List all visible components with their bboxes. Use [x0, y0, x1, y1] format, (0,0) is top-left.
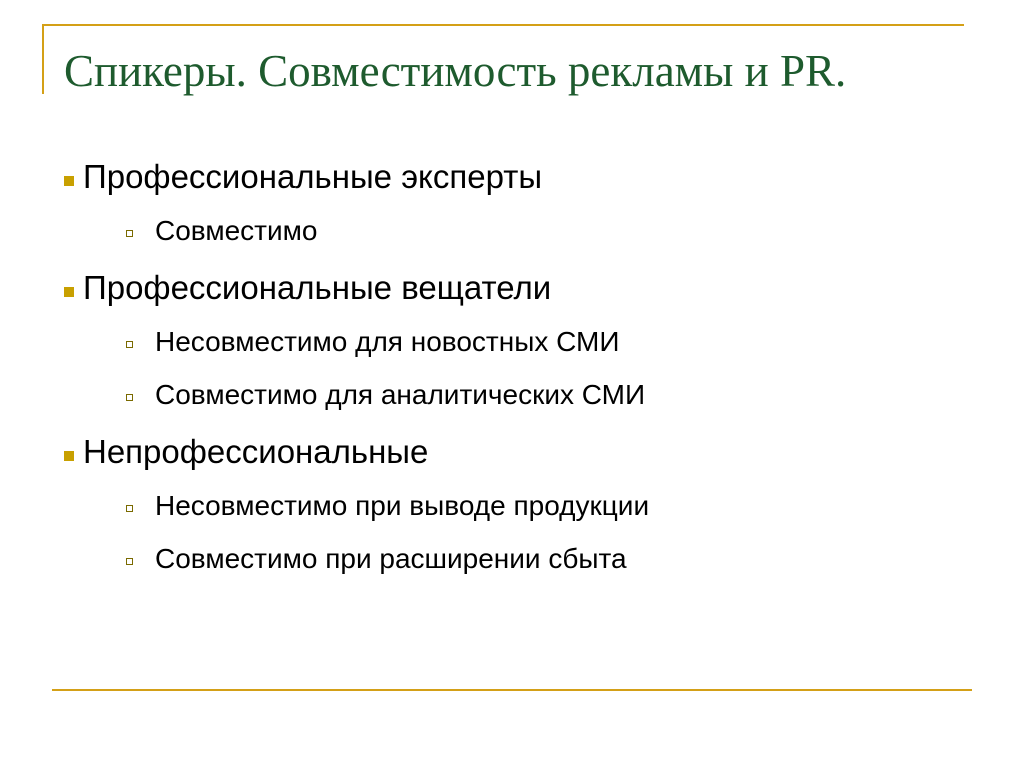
hollow-square-bullet-icon	[126, 394, 133, 401]
hollow-square-bullet-icon	[126, 505, 133, 512]
sub-item	[126, 479, 1004, 532]
bullet-text: Профессиональные эксперты	[83, 158, 543, 195]
sub-list	[126, 479, 1004, 585]
square-bullet-icon	[64, 176, 74, 186]
bullet-item-nonprofessionals	[64, 425, 1004, 585]
bullet-item-experts	[64, 150, 1004, 257]
sub-item	[126, 532, 1004, 585]
square-bullet-icon	[64, 287, 74, 297]
square-bullet-icon	[64, 451, 74, 461]
hollow-square-bullet-icon	[126, 341, 133, 348]
bullet-text: Профессиональные вещатели	[83, 269, 552, 306]
sub-item-text: Несовместимо при выводе продукции	[155, 489, 650, 521]
bullet-text: Непрофессиональные	[83, 433, 429, 470]
sub-item-text: Совместимо	[155, 214, 318, 246]
sub-list	[126, 204, 1004, 257]
sub-list	[126, 315, 1004, 421]
sub-item-text: Несовместимо для новостных СМИ	[155, 325, 620, 357]
bullet-list	[64, 150, 1004, 589]
sub-item-text: Совместимо для аналитических СМИ	[155, 378, 646, 410]
sub-item	[126, 368, 1004, 421]
sub-item	[126, 315, 1004, 368]
sub-item-text: Совместимо при расширении сбыта	[155, 542, 627, 574]
top-accent-line	[42, 24, 964, 26]
bottom-accent-line	[52, 689, 972, 691]
sub-item	[126, 204, 1004, 257]
left-accent-line	[42, 24, 44, 94]
hollow-square-bullet-icon	[126, 558, 133, 565]
bullet-item-broadcasters	[64, 261, 1004, 421]
hollow-square-bullet-icon	[126, 230, 133, 237]
slide-title: Спикеры. Совместимость рекламы и PR.	[64, 46, 847, 96]
